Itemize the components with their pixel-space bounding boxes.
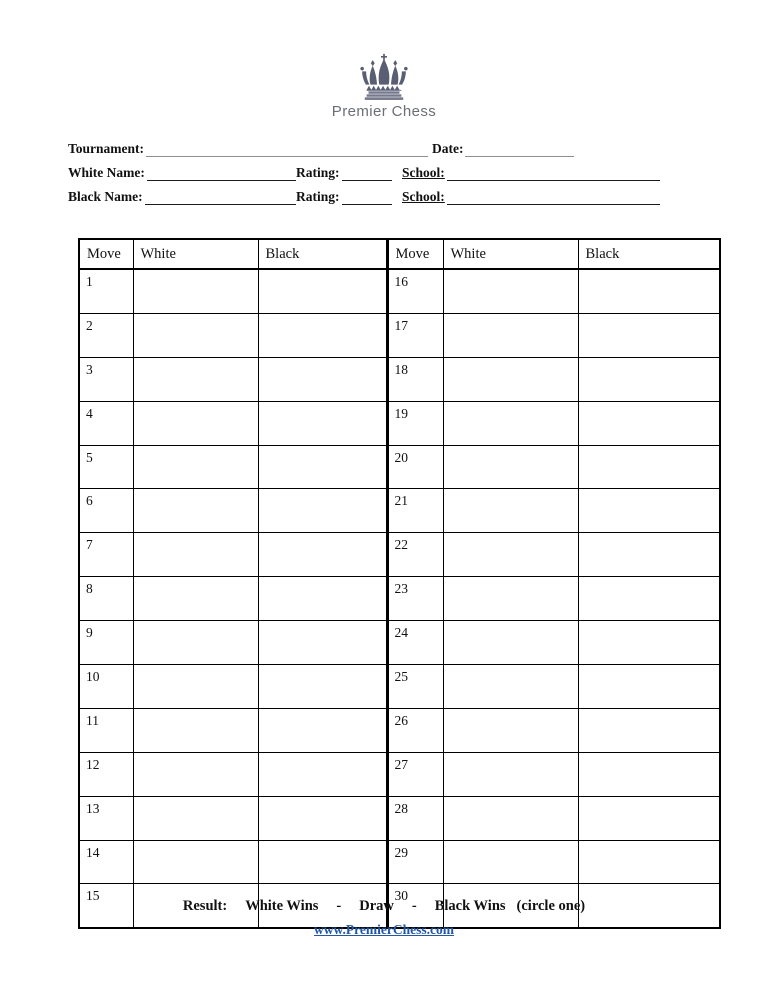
result-dash: - xyxy=(336,898,342,914)
move-number-cell: 14 xyxy=(79,840,133,884)
white-move-cell xyxy=(133,708,258,752)
move-number-cell: 17 xyxy=(387,313,443,357)
date-field xyxy=(432,141,574,157)
black-move-cell xyxy=(578,313,720,357)
header-row xyxy=(79,239,720,269)
table-row xyxy=(79,401,720,445)
circle-one-instruction: (circle one) xyxy=(516,898,586,914)
white-move-cell xyxy=(443,445,578,489)
header-black-right: Black xyxy=(578,239,720,269)
crown-icon xyxy=(354,53,414,100)
tournament-field xyxy=(68,141,428,157)
black-school-field xyxy=(402,189,660,205)
result-option-black-wins: Black Wins xyxy=(434,898,506,914)
black-move-cell xyxy=(258,752,387,796)
white-move-cell xyxy=(443,313,578,357)
header-white-left: White xyxy=(133,239,258,269)
date-blank-line xyxy=(465,142,574,157)
white-move-cell xyxy=(443,577,578,621)
move-number-cell: 8 xyxy=(79,577,133,621)
white-move-cell xyxy=(133,752,258,796)
table-row xyxy=(79,445,720,489)
move-number-cell: 12 xyxy=(79,752,133,796)
table-row xyxy=(79,665,720,709)
tournament-label: Tournament: xyxy=(68,141,145,156)
black-school-label: School: xyxy=(402,189,445,204)
black-move-cell xyxy=(258,401,387,445)
table-row xyxy=(79,796,720,840)
move-number-cell: 3 xyxy=(79,357,133,401)
white-name-field xyxy=(68,165,296,181)
table-row xyxy=(79,752,720,796)
move-number-cell: 30 xyxy=(387,884,443,928)
move-number-cell: 16 xyxy=(387,269,443,313)
tournament-blank-line xyxy=(146,142,428,157)
black-rating-label: Rating: xyxy=(296,189,340,204)
move-number-cell: 18 xyxy=(387,357,443,401)
white-move-cell xyxy=(443,357,578,401)
white-rating-label: Rating: xyxy=(296,165,340,180)
black-name-field xyxy=(68,189,296,205)
black-player-row xyxy=(68,189,660,205)
table-row xyxy=(79,621,720,665)
logo-text: Premier Chess xyxy=(331,103,437,120)
white-move-cell xyxy=(133,665,258,709)
black-move-cell xyxy=(258,577,387,621)
white-move-cell xyxy=(443,840,578,884)
table-row xyxy=(79,577,720,621)
move-number-cell: 24 xyxy=(387,621,443,665)
black-move-cell xyxy=(578,577,720,621)
move-number-cell: 7 xyxy=(79,533,133,577)
table-row xyxy=(79,357,720,401)
move-number-cell: 2 xyxy=(79,313,133,357)
white-school-field xyxy=(402,165,660,181)
black-move-cell xyxy=(258,665,387,709)
white-school-label: School: xyxy=(402,165,445,180)
white-name-blank-line xyxy=(147,166,296,181)
move-number-cell: 22 xyxy=(387,533,443,577)
white-move-cell xyxy=(133,489,258,533)
move-number-cell: 6 xyxy=(79,489,133,533)
white-move-cell xyxy=(443,621,578,665)
white-player-row xyxy=(68,165,660,181)
result-option-white-wins: White Wins xyxy=(245,898,319,914)
table-row xyxy=(79,269,720,313)
tournament-row xyxy=(68,141,574,157)
black-move-cell xyxy=(258,313,387,357)
white-move-cell xyxy=(133,269,258,313)
black-rating-field xyxy=(296,189,392,205)
table-row xyxy=(79,840,720,884)
move-score-table xyxy=(78,238,721,929)
premierchess-link[interactable]: www.PremierChess.com xyxy=(314,922,454,937)
moves-tbody xyxy=(79,269,720,928)
white-name-label: White Name: xyxy=(68,165,145,180)
table-row xyxy=(79,708,720,752)
black-move-cell xyxy=(258,840,387,884)
white-move-cell xyxy=(443,401,578,445)
white-move-cell xyxy=(133,621,258,665)
white-move-cell xyxy=(133,577,258,621)
black-move-cell xyxy=(258,796,387,840)
black-move-cell xyxy=(578,840,720,884)
move-number-cell: 21 xyxy=(387,489,443,533)
result-option-draw: Draw xyxy=(359,898,394,914)
white-rating-field xyxy=(296,165,392,181)
black-move-cell xyxy=(258,621,387,665)
black-move-cell xyxy=(578,269,720,313)
black-move-cell xyxy=(578,357,720,401)
move-number-cell: 27 xyxy=(387,752,443,796)
black-move-cell xyxy=(258,357,387,401)
white-move-cell xyxy=(443,665,578,709)
white-move-cell xyxy=(443,796,578,840)
move-number-cell: 13 xyxy=(79,796,133,840)
move-number-cell: 29 xyxy=(387,840,443,884)
white-move-cell xyxy=(133,357,258,401)
move-number-cell: 4 xyxy=(79,401,133,445)
footer xyxy=(0,921,768,939)
move-number-cell: 20 xyxy=(387,445,443,489)
white-move-cell xyxy=(133,840,258,884)
white-move-cell xyxy=(443,533,578,577)
black-move-cell xyxy=(578,796,720,840)
table-header xyxy=(79,239,720,269)
result-line xyxy=(0,898,768,915)
black-move-cell xyxy=(578,665,720,709)
header-move-left: Move xyxy=(79,239,133,269)
white-move-cell xyxy=(443,752,578,796)
table-row xyxy=(79,489,720,533)
move-number-cell: 5 xyxy=(79,445,133,489)
white-move-cell xyxy=(443,708,578,752)
black-move-cell xyxy=(258,489,387,533)
move-number-cell: 1 xyxy=(79,269,133,313)
move-number-cell: 26 xyxy=(387,708,443,752)
black-move-cell xyxy=(578,621,720,665)
black-move-cell xyxy=(578,489,720,533)
white-move-cell xyxy=(443,489,578,533)
header-move-right: Move xyxy=(387,239,443,269)
move-number-cell: 25 xyxy=(387,665,443,709)
white-move-cell xyxy=(133,533,258,577)
black-move-cell xyxy=(578,752,720,796)
black-rating-blank-line xyxy=(342,190,393,205)
move-number-cell: 10 xyxy=(79,665,133,709)
table-row xyxy=(79,313,720,357)
white-rating-blank-line xyxy=(342,166,393,181)
black-move-cell xyxy=(578,533,720,577)
white-move-cell xyxy=(133,796,258,840)
black-name-label: Black Name: xyxy=(68,189,143,204)
black-move-cell xyxy=(258,269,387,313)
result-dash: - xyxy=(411,898,417,914)
table-row xyxy=(79,533,720,577)
move-number-cell: 11 xyxy=(79,708,133,752)
result-label: Result: xyxy=(182,898,228,914)
move-number-cell: 19 xyxy=(387,401,443,445)
white-move-cell xyxy=(133,401,258,445)
black-school-blank-line xyxy=(447,190,660,205)
move-number-cell: 15 xyxy=(79,884,133,928)
white-school-blank-line xyxy=(447,166,660,181)
black-move-cell xyxy=(258,533,387,577)
date-label: Date: xyxy=(432,141,464,156)
black-move-cell xyxy=(258,445,387,489)
logo xyxy=(0,53,768,120)
black-move-cell xyxy=(578,401,720,445)
header-white-right: White xyxy=(443,239,578,269)
move-number-cell: 23 xyxy=(387,577,443,621)
black-move-cell xyxy=(578,708,720,752)
move-number-cell: 28 xyxy=(387,796,443,840)
white-move-cell xyxy=(133,313,258,357)
white-move-cell xyxy=(443,269,578,313)
header-black-left: Black xyxy=(258,239,387,269)
black-name-blank-line xyxy=(145,190,296,205)
white-move-cell xyxy=(133,445,258,489)
black-move-cell xyxy=(578,445,720,489)
black-move-cell xyxy=(258,708,387,752)
move-number-cell: 9 xyxy=(79,621,133,665)
